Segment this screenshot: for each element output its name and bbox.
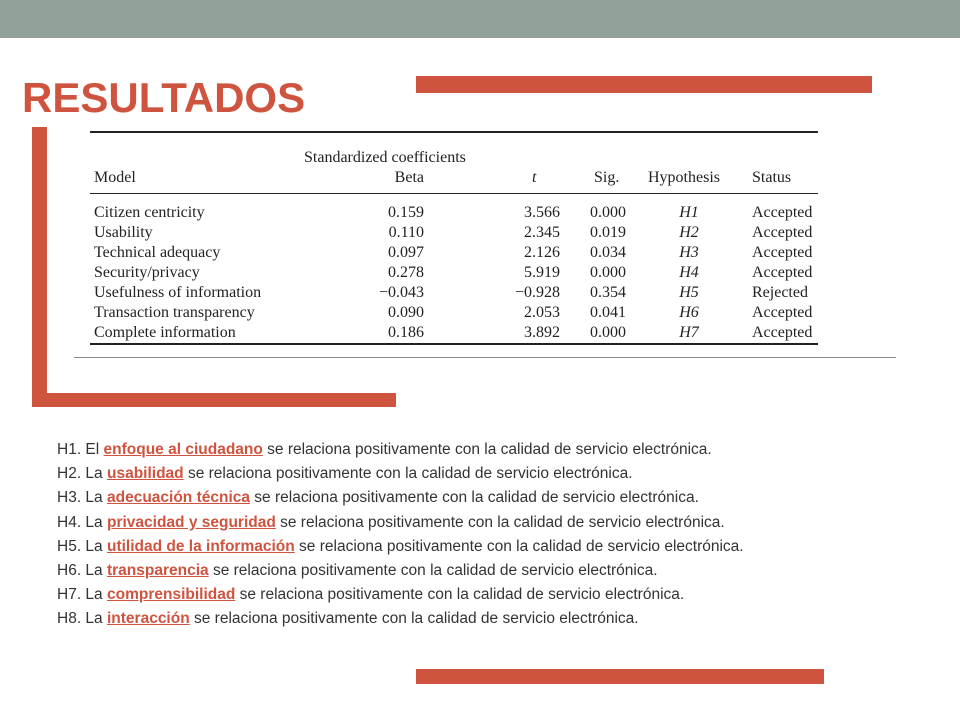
table-row — [74, 224, 820, 244]
accent-bar-top — [416, 76, 872, 93]
table-row — [74, 264, 820, 284]
hypothesis-line — [57, 559, 957, 583]
header-status: Status — [752, 169, 792, 186]
hypothesis-line — [57, 535, 957, 559]
hypothesis-prefix: H5. La — [57, 537, 107, 555]
cell-beta: 0.110 — [388, 224, 424, 241]
header-sig: Sig. — [594, 169, 620, 186]
cell-model: Security/privacy — [94, 264, 200, 281]
cell-sig: 0.354 — [590, 284, 626, 301]
hypothesis-prefix: H6. La — [57, 561, 107, 579]
hypothesis-prefix: H2. La — [57, 465, 107, 483]
cell-hypothesis: H4 — [679, 264, 699, 281]
table-row — [74, 324, 820, 344]
hypothesis-suffix: se relaciona positivamente con la calidad de servicio electrónica. — [208, 561, 658, 579]
accent-bar-bottom — [416, 669, 824, 684]
hypothesis-suffix: se relaciona positivamente con la calidad de servicio electrónica. — [250, 489, 699, 507]
header-hypothesis: Hypothesis — [648, 169, 720, 186]
cell-model: Transaction transparency — [94, 304, 255, 321]
cell-status: Accepted — [752, 304, 813, 321]
cell-model: Complete information — [94, 324, 236, 341]
hypothesis-line — [57, 462, 957, 486]
hypothesis-prefix: H3. La — [57, 489, 107, 507]
header-group-label: Standardized coefficients — [304, 149, 466, 166]
cell-sig: 0.034 — [590, 244, 626, 261]
accent-bar-horizontal — [32, 393, 396, 407]
cell-t: 2.126 — [524, 244, 560, 261]
cell-status: Rejected — [752, 284, 808, 301]
table-row — [74, 284, 820, 304]
results-table — [74, 131, 820, 357]
cell-t: 3.566 — [524, 204, 560, 221]
hypothesis-prefix: H1. El — [57, 441, 104, 458]
cell-beta: 0.159 — [388, 204, 424, 221]
hypothesis-keyword: adecuación técnica — [106, 489, 250, 507]
table-underline — [74, 357, 896, 358]
table-row — [74, 244, 820, 264]
table-rule-header — [90, 193, 818, 194]
hypothesis-suffix: se relaciona positivamente con la calidad de servicio electrónica. — [275, 513, 725, 531]
cell-hypothesis: H3 — [679, 244, 699, 261]
cell-status: Accepted — [752, 204, 813, 221]
cell-status: Accepted — [752, 264, 813, 281]
accent-bar-vertical — [32, 127, 47, 407]
hypotheses-list — [57, 438, 957, 632]
hypothesis-line — [57, 583, 957, 607]
cell-sig: 0.000 — [590, 264, 626, 281]
hypothesis-suffix: se relaciona positivamente con la calidad de servicio electrónica. — [294, 537, 744, 555]
hypothesis-suffix: se relaciona positivamente con la calidad de servicio electrónica. — [189, 610, 639, 628]
header-t: t — [532, 169, 537, 186]
cell-beta: −0.043 — [378, 284, 424, 301]
cell-status: Accepted — [752, 224, 813, 241]
cell-hypothesis: H5 — [679, 284, 699, 301]
hypothesis-keyword: enfoque al ciudadano — [103, 441, 263, 458]
cell-hypothesis: H7 — [679, 324, 699, 341]
hypothesis-keyword: interacción — [106, 610, 190, 628]
cell-sig: 0.019 — [590, 224, 626, 241]
cell-sig: 0.000 — [590, 324, 626, 341]
hypothesis-prefix: H8. La — [57, 610, 107, 628]
cell-t: 5.919 — [524, 264, 560, 281]
cell-t: −0.928 — [514, 284, 560, 301]
cell-hypothesis: H2 — [679, 224, 699, 241]
table-rule-top — [90, 131, 818, 133]
cell-t: 3.892 — [524, 324, 560, 341]
hypothesis-prefix: H4. La — [57, 513, 107, 531]
cell-hypothesis: H1 — [679, 204, 699, 221]
table-row — [74, 204, 820, 224]
hypothesis-suffix: se relaciona positivamente con la calidad de servicio electrónica. — [235, 586, 685, 604]
hypothesis-line — [57, 607, 957, 631]
cell-status: Accepted — [752, 324, 813, 341]
hypothesis-prefix: H7. La — [57, 586, 107, 604]
hypothesis-keyword: privacidad y seguridad — [106, 513, 276, 531]
hypothesis-suffix: se relaciona positivamente con la calidad de servicio electrónica. — [262, 441, 712, 458]
hypothesis-keyword: usabilidad — [106, 465, 184, 483]
hypothesis-keyword: comprensibilidad — [106, 586, 236, 604]
hypothesis-line — [57, 511, 957, 535]
cell-sig: 0.041 — [590, 304, 626, 321]
header-beta: Beta — [394, 169, 424, 186]
cell-t: 2.345 — [524, 224, 560, 241]
slide-top-bar — [0, 0, 960, 38]
hypothesis-line — [57, 438, 957, 462]
hypothesis-suffix: se relaciona positivamente con la calidad de servicio electrónica. — [183, 465, 633, 483]
hypothesis-keyword: transparencia — [106, 561, 209, 579]
cell-beta: 0.186 — [388, 324, 424, 341]
cell-beta: 0.097 — [388, 244, 424, 261]
table-row — [74, 304, 820, 324]
cell-model: Technical adequacy — [94, 244, 221, 261]
cell-beta: 0.278 — [388, 264, 424, 281]
table-rule-bottom — [90, 343, 818, 345]
cell-sig: 0.000 — [590, 204, 626, 221]
cell-status: Accepted — [752, 244, 813, 261]
cell-hypothesis: H6 — [679, 304, 699, 321]
cell-model: Usability — [94, 224, 153, 241]
hypothesis-keyword: utilidad de la información — [106, 537, 295, 555]
cell-beta: 0.090 — [388, 304, 424, 321]
slide-title: RESULTADOS — [22, 74, 306, 121]
hypothesis-line — [57, 486, 957, 510]
cell-t: 2.053 — [524, 304, 560, 321]
cell-model: Usefulness of information — [94, 284, 262, 301]
cell-model: Citizen centricity — [94, 204, 205, 221]
header-model: Model — [94, 169, 136, 186]
